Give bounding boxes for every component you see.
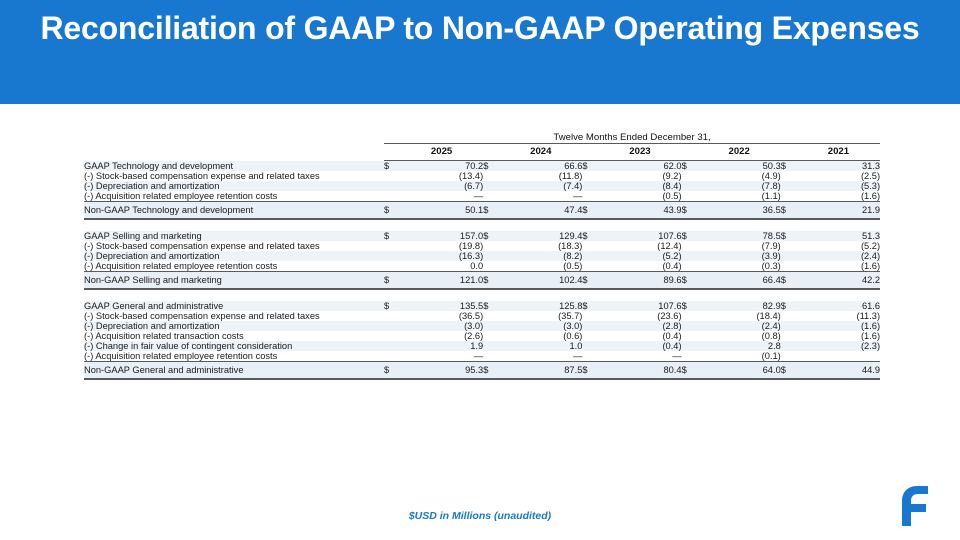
currency-symbol	[682, 321, 698, 331]
currency-symbol	[582, 171, 598, 181]
cell-value: (18.4)	[698, 311, 781, 321]
cell-value: —	[499, 191, 582, 202]
currency-symbol: $	[582, 362, 598, 380]
currency-symbol	[682, 351, 698, 362]
currency-symbol: $	[384, 301, 400, 311]
currency-symbol	[781, 331, 797, 341]
currency-symbol: $	[483, 161, 499, 172]
cell-value: —	[598, 351, 681, 362]
currency-symbol: $	[582, 202, 598, 220]
table-row	[84, 301, 880, 311]
cell-value: (5.2)	[797, 241, 880, 251]
currency-symbol	[781, 191, 797, 202]
year-cell-currency-spacer	[682, 144, 698, 161]
currency-symbol	[384, 181, 400, 191]
row-label: GAAP General and administrative	[84, 301, 384, 311]
currency-symbol: $	[483, 362, 499, 380]
currency-symbol	[582, 261, 598, 272]
table-row	[84, 241, 880, 251]
column-header-year: 2021	[797, 144, 880, 161]
cell-value: (5.2)	[598, 251, 681, 261]
row-label: (-) Depreciation and amortization	[84, 181, 384, 191]
row-label: GAAP Selling and marketing	[84, 231, 384, 241]
currency-symbol: $	[483, 301, 499, 311]
cell-value: 70.2	[400, 161, 483, 172]
currency-symbol: $	[682, 161, 698, 172]
currency-symbol	[483, 261, 499, 272]
cell-value: (3.0)	[400, 321, 483, 331]
table-row	[84, 341, 880, 351]
cell-value: (0.1)	[698, 351, 781, 362]
currency-symbol	[483, 241, 499, 251]
currency-symbol	[384, 241, 400, 251]
cell-value: 107.6	[598, 301, 681, 311]
currency-symbol	[384, 251, 400, 261]
cell-value: (7.4)	[499, 181, 582, 191]
table-row	[84, 251, 880, 261]
cell-value: 64.0	[698, 362, 781, 380]
cell-value: 107.6	[598, 231, 681, 241]
row-label: (-) Acquisition related transaction costs	[84, 331, 384, 341]
cell-value: 44.9	[797, 362, 880, 380]
cell-value: 62.0	[598, 161, 681, 172]
table-row	[84, 181, 880, 191]
column-header-year: 2025	[400, 144, 483, 161]
row-label: GAAP Technology and development	[84, 161, 384, 172]
cell-value: 121.0	[400, 272, 483, 290]
currency-symbol	[781, 181, 797, 191]
currency-symbol	[483, 341, 499, 351]
currency-symbol	[483, 331, 499, 341]
currency-symbol: $	[384, 231, 400, 241]
cell-value: 2.8	[698, 341, 781, 351]
currency-symbol	[483, 311, 499, 321]
currency-symbol	[781, 171, 797, 181]
cell-value: (4.9)	[698, 171, 781, 181]
table-row	[84, 321, 880, 331]
company-logo	[898, 484, 938, 528]
cell-value: (1.6)	[797, 191, 880, 202]
cell-value	[797, 351, 880, 362]
table-row	[84, 202, 880, 220]
currency-symbol	[682, 331, 698, 341]
cell-value: (0.4)	[598, 341, 681, 351]
currency-symbol: $	[781, 231, 797, 241]
currency-symbol	[781, 251, 797, 261]
currency-symbol	[384, 311, 400, 321]
currency-symbol: $	[582, 231, 598, 241]
row-label: (-) Depreciation and amortization	[84, 251, 384, 261]
currency-symbol	[582, 341, 598, 351]
cell-value: (5.3)	[797, 181, 880, 191]
currency-symbol: $	[384, 202, 400, 220]
cell-value: (2.6)	[400, 331, 483, 341]
row-label: (-) Change in fair value of contingent consideration	[84, 341, 384, 351]
cell-value: 89.6	[598, 272, 681, 290]
cell-value: 157.0	[400, 231, 483, 241]
currency-symbol: $	[582, 161, 598, 172]
year-cell-currency-spacer	[582, 144, 598, 161]
row-label: (-) Stock-based compensation expense and related taxes	[84, 171, 384, 181]
currency-symbol: $	[781, 161, 797, 172]
cell-value: (9.2)	[598, 171, 681, 181]
currency-symbol: $	[384, 272, 400, 290]
table-row	[84, 272, 880, 290]
cell-value: 31.3	[797, 161, 880, 172]
cell-value: 21.9	[797, 202, 880, 220]
cell-value: (1.6)	[797, 331, 880, 341]
currency-symbol	[384, 171, 400, 181]
currency-symbol: $	[483, 231, 499, 241]
cell-value: (18.3)	[499, 241, 582, 251]
currency-symbol	[781, 261, 797, 272]
currency-symbol: $	[781, 362, 797, 380]
cell-value: 135.5	[400, 301, 483, 311]
currency-symbol: $	[582, 301, 598, 311]
cell-value: 51.3	[797, 231, 880, 241]
row-label: (-) Acquisition related employee retention costs	[84, 351, 384, 362]
currency-symbol	[781, 351, 797, 362]
cell-value: 66.6	[499, 161, 582, 172]
cell-value: (35.7)	[499, 311, 582, 321]
cell-value: (16.3)	[400, 251, 483, 261]
cell-value: 0.0	[400, 261, 483, 272]
table-row	[84, 362, 880, 380]
currency-symbol: $	[781, 202, 797, 220]
cell-value: 61.6	[797, 301, 880, 311]
column-header-year: 2023	[598, 144, 681, 161]
cell-value: 102.4	[499, 272, 582, 290]
section-gap-cell	[84, 289, 880, 301]
currency-symbol	[483, 351, 499, 362]
cell-value: 80.4	[598, 362, 681, 380]
currency-symbol: $	[682, 362, 698, 380]
cell-value: (11.3)	[797, 311, 880, 321]
cell-value: 47.4	[499, 202, 582, 220]
cell-value: 95.3	[400, 362, 483, 380]
cell-value: 1.0	[499, 341, 582, 351]
table-row	[84, 351, 880, 362]
cell-value: (13.4)	[400, 171, 483, 181]
currency-symbol: $	[384, 161, 400, 172]
table-row	[84, 231, 880, 241]
cell-value: (0.5)	[499, 261, 582, 272]
cell-value: (8.4)	[598, 181, 681, 191]
currency-symbol: $	[384, 362, 400, 380]
table-row	[84, 171, 880, 181]
cell-value: (0.4)	[598, 261, 681, 272]
cell-value: 87.5	[499, 362, 582, 380]
row-label: (-) Stock-based compensation expense and related taxes	[84, 241, 384, 251]
cell-value: (1.6)	[797, 321, 880, 331]
column-header-year: 2024	[499, 144, 582, 161]
page-title: Reconciliation of GAAP to Non-GAAP Operating Expenses	[40, 10, 920, 46]
cell-value: 82.9	[698, 301, 781, 311]
reconciliation-table	[84, 132, 880, 380]
currency-symbol: $	[682, 202, 698, 220]
cell-value: 129.4	[499, 231, 582, 241]
cell-value: 42.2	[797, 272, 880, 290]
currency-symbol: $	[682, 231, 698, 241]
cell-value: 50.1	[400, 202, 483, 220]
cell-value: (3.0)	[499, 321, 582, 331]
cell-value: (2.8)	[598, 321, 681, 331]
currency-symbol	[483, 171, 499, 181]
currency-symbol	[682, 261, 698, 272]
cell-value: (2.5)	[797, 171, 880, 181]
currency-symbol	[781, 321, 797, 331]
cell-value: (2.4)	[797, 251, 880, 261]
currency-symbol: $	[781, 272, 797, 290]
currency-symbol	[682, 181, 698, 191]
currency-symbol	[582, 351, 598, 362]
currency-symbol	[582, 181, 598, 191]
currency-symbol	[682, 341, 698, 351]
cell-value: —	[400, 191, 483, 202]
reconciliation-table-container	[84, 132, 880, 380]
table-row	[84, 161, 880, 172]
currency-symbol	[582, 321, 598, 331]
table-row	[84, 331, 880, 341]
currency-symbol	[384, 331, 400, 341]
table-header-span-row	[84, 132, 880, 144]
cell-value: (0.4)	[598, 331, 681, 341]
year-row-spacer	[84, 144, 384, 161]
cell-value: 66.4	[698, 272, 781, 290]
table-body	[84, 132, 880, 379]
cell-value: 78.5	[698, 231, 781, 241]
currency-symbol	[483, 251, 499, 261]
year-cell-currency-spacer	[781, 144, 797, 161]
cell-value: (0.6)	[499, 331, 582, 341]
table-row	[84, 311, 880, 321]
currency-symbol	[384, 321, 400, 331]
table-year-row	[84, 144, 880, 161]
cell-value: (1.1)	[698, 191, 781, 202]
currency-symbol: $	[682, 301, 698, 311]
currency-symbol	[781, 311, 797, 321]
currency-symbol	[682, 171, 698, 181]
section-gap	[84, 219, 880, 231]
currency-symbol	[483, 181, 499, 191]
cell-value: (12.4)	[598, 241, 681, 251]
currency-symbol	[384, 341, 400, 351]
currency-symbol: $	[483, 202, 499, 220]
period-header: Twelve Months Ended December 31,	[553, 132, 711, 143]
cell-value: (11.8)	[499, 171, 582, 181]
currency-symbol	[384, 261, 400, 272]
header-spacer	[84, 132, 384, 144]
cell-value: (19.8)	[400, 241, 483, 251]
year-cell-currency-spacer	[483, 144, 499, 161]
cell-value: (36.5)	[400, 311, 483, 321]
row-label: Non-GAAP Technology and development	[84, 202, 384, 220]
cell-value: (0.5)	[598, 191, 681, 202]
cell-value: 43.9	[598, 202, 681, 220]
cell-value: —	[499, 351, 582, 362]
row-label: Non-GAAP Selling and marketing	[84, 272, 384, 290]
cell-value: (1.6)	[797, 261, 880, 272]
cell-value: (7.8)	[698, 181, 781, 191]
currency-symbol	[682, 251, 698, 261]
currency-symbol: $	[582, 272, 598, 290]
currency-symbol	[781, 341, 797, 351]
cell-value: (7.9)	[698, 241, 781, 251]
cell-value: (23.6)	[598, 311, 681, 321]
currency-symbol	[682, 191, 698, 202]
currency-symbol	[582, 331, 598, 341]
column-header-year: 2022	[698, 144, 781, 161]
footnote: $USD in Millions (unaudited)	[408, 510, 552, 522]
row-label: (-) Depreciation and amortization	[84, 321, 384, 331]
currency-symbol	[483, 321, 499, 331]
cell-value: (2.3)	[797, 341, 880, 351]
cell-value: (0.8)	[698, 331, 781, 341]
currency-symbol	[483, 191, 499, 202]
cell-value: —	[400, 351, 483, 362]
cell-value: (0.3)	[698, 261, 781, 272]
row-label: (-) Acquisition related employee retention costs	[84, 191, 384, 202]
section-gap	[84, 289, 880, 301]
table-row	[84, 191, 880, 202]
currency-symbol	[582, 251, 598, 261]
currency-symbol: $	[682, 272, 698, 290]
currency-symbol	[781, 241, 797, 251]
row-label: (-) Acquisition related employee retention costs	[84, 261, 384, 272]
cell-value: 36.5	[698, 202, 781, 220]
currency-symbol: $	[483, 272, 499, 290]
currency-symbol	[384, 351, 400, 362]
row-label: (-) Stock-based compensation expense and related taxes	[84, 311, 384, 321]
currency-symbol	[384, 191, 400, 202]
cell-value: (2.4)	[698, 321, 781, 331]
currency-symbol	[582, 241, 598, 251]
currency-symbol	[682, 241, 698, 251]
cell-value: (8.2)	[499, 251, 582, 261]
currency-symbol	[682, 311, 698, 321]
currency-symbol	[582, 311, 598, 321]
year-cell-currency-spacer	[384, 144, 400, 161]
cell-value: 50.3	[698, 161, 781, 172]
table-row	[84, 261, 880, 272]
section-gap-cell	[84, 219, 880, 231]
cell-value: (6.7)	[400, 181, 483, 191]
cell-value: 125.8	[499, 301, 582, 311]
currency-symbol: $	[781, 301, 797, 311]
row-label: Non-GAAP General and administrative	[84, 362, 384, 380]
currency-symbol	[582, 191, 598, 202]
cell-value: (3.9)	[698, 251, 781, 261]
cell-value: 1.9	[400, 341, 483, 351]
